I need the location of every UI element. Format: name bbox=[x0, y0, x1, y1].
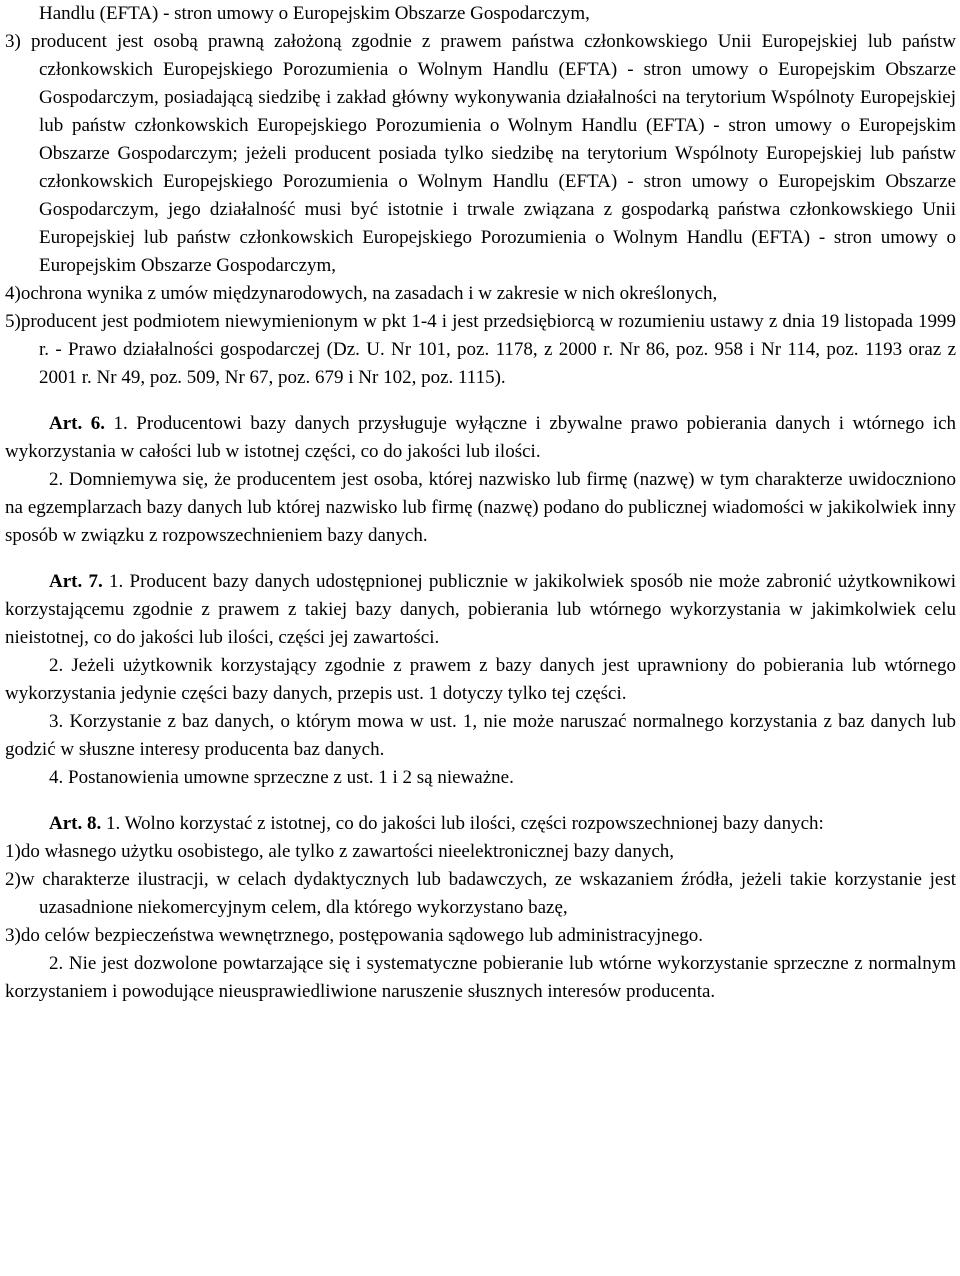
art-6-para-1: Art. 6. 1. Producentowi bazy danych przysługuje wyłączne i zbywalne prawo pobierania danych i wtórnego ich wykorzystania w całości lub w istotnej części, co do jakości lub ilości. bbox=[5, 413, 957, 462]
art-7-para-1: Art. 7. 1. Producent bazy danych udostępnionej publicznie w jakikolwiek sposób nie może zabronić użytkownikowi korzystającemu zgodnie z prawem z takiej bazy danych, pobierania lub wtórnego wykorzystania w jakimkolwiek celu nieistotnej, co do jakości lub ilości, części jej zawartości. bbox=[5, 571, 957, 648]
list-item-4: 4)ochrona wynika z umów międzynarodowych, na zasadach i w zakresie w nich określonych, bbox=[5, 283, 718, 304]
art-8-list-item-2: 2)w charakterze ilustracji, w celach dydaktycznych lub badawczych, ze wskazaniem źródła, jeżeli takie korzystanie jest uzasadnione niekomercyjnym celem, dla którego wykorzystano bazę, bbox=[5, 869, 956, 918]
art-7-para-4: 4. Postanowienia umowne sprzeczne z ust. 1 i 2 są nieważne. bbox=[49, 767, 514, 788]
art-8-list-item-3: 3)do celów bezpieczeństwa wewnętrznego, postępowania sądowego lub administracyjnego. bbox=[5, 925, 704, 946]
art-6-para-2: 2. Domniemywa się, że producentem jest osoba, której nazwisko lub firmę (nazwę) w tym charakterze uwidoczniono na egzemplarzach bazy danych lub której nazwisko lub firmę (nazwę) podano do publicznej wiadomości w jakikolwiek inny sposób w związku z rozpowszechnieniem bazy danych. bbox=[5, 469, 956, 546]
art-7-para-2: 2. Jeżeli użytkownik korzystający zgodnie z prawem z bazy danych jest uprawniony do pobierania lub wtórnego wykorzystania jedynie części bazy danych, przepis ust. 1 dotyczy tylko tej części. bbox=[5, 655, 956, 704]
article-number: Art. 7. bbox=[49, 571, 103, 592]
art-8-para-1: Art. 8. 1. Wolno korzystać z istotnej, co do jakości lub ilości, części rozpowszechnionej bazy danych: bbox=[49, 813, 824, 834]
list-item-5: 5)producent jest podmiotem niewymienionym w pkt 1-4 i jest przedsiębiorcą w rozumieniu ustawy z dnia 19 listopada 1999 r. - Prawo działalności gospodarczej (Dz. U. Nr 101, poz. 1178, z 2000 r. Nr 86, poz. 958 i Nr 114, poz. 1193 oraz z 2001 r. Nr 49, poz. 509, Nr 67, poz. 679 i Nr 102, poz. 1115). bbox=[5, 311, 956, 388]
article-number: Art. 6. bbox=[49, 413, 105, 434]
art-8-para-2: 2. Nie jest dozwolone powtarzające się i systematyczne pobieranie lub wtórne wykorzystanie sprzeczne z normalnym korzystaniem i powodujące nieusprawiedliwione naruszenie słusznych interesów producenta. bbox=[5, 953, 956, 1002]
list-item-3: 3) producent jest osobą prawną założoną zgodnie z prawem państwa członkowskiego Unii Europejskiej lub państw członkowskich Europejskiego Porozumienia o Wolnym Handlu (EFTA) - stron umowy o Europejskim Obszarze Gospodarczym, posiadającą siedzibę i zakład główny wykonywania działalności na terytorium Wspólnoty Europejskiej lub państw członkowskich Europejskiego Porozumienia o Wolnym Handlu (EFTA) - stron umowy o Europejskim Obszarze Gospodarczym; jeżeli producent posiada tylko siedzibę na terytorium Wspólnoty Europejskiej lub państw członkowskich Europejskiego Porozumienia o Wolnym Handlu (EFTA) - stron umowy o Europejskim Obszarze Gospodarczym, jego działalność musi być istotnie i trwale związana z gospodarką państwa członkowskiego Unii Europejskiej lub państw członkowskich Europejskiego Porozumienia o Wolnym Handlu (EFTA) - stron umowy o Europejskim Obszarze Gospodarczym, bbox=[5, 31, 956, 276]
article-number: Art. 8. bbox=[49, 813, 102, 834]
art-8-list-item-1: 1)do własnego użytku osobistego, ale tylko z zawartości nieelektronicznej bazy danych, bbox=[5, 841, 674, 862]
paragraph-continuation: Handlu (EFTA) - stron umowy o Europejskim Obszarze Gospodarczym, bbox=[39, 3, 590, 24]
art-7-para-3: 3. Korzystanie z baz danych, o którym mowa w ust. 1, nie może naruszać normalnego korzystania z baz danych lub godzić w słuszne interesy producenta baz danych. bbox=[5, 711, 956, 760]
